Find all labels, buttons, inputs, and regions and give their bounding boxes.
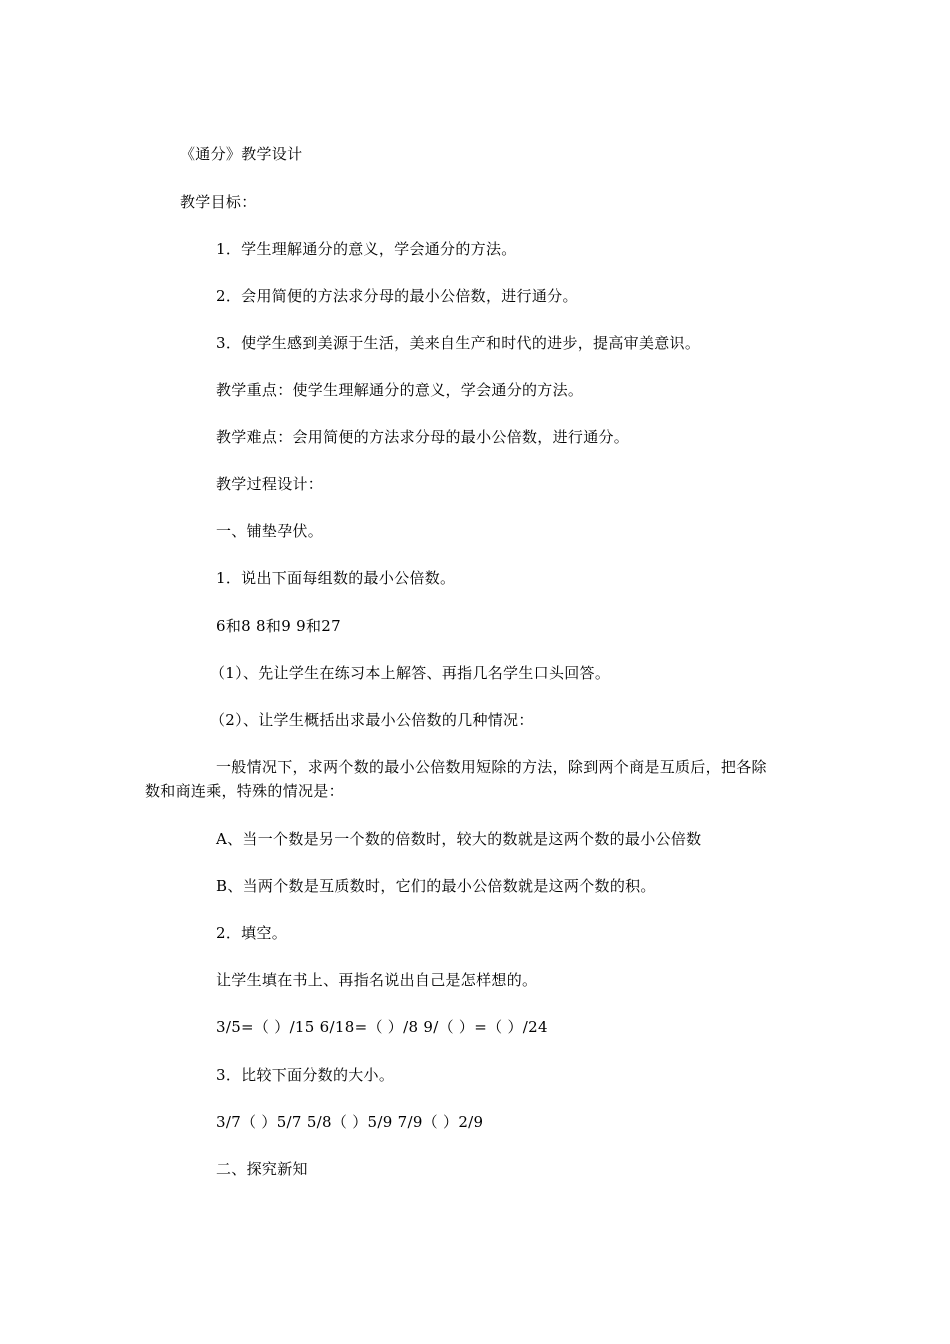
item-3-compare: 3/7（ ）5/7 5/8（ ）5/9 7/9（ ）2/9 bbox=[216, 1113, 484, 1131]
item-3: 3．比较下面分数的大小。 bbox=[216, 1066, 395, 1084]
case-a: A、当一个数是另一个数的倍数时，较大的数就是这两个数的最小公倍数 bbox=[216, 830, 702, 848]
case-b: B、当两个数是互质数时，它们的最小公倍数就是这两个数的积。 bbox=[216, 877, 656, 895]
general-case-line-2: 数和商连乘，特殊的情况是： bbox=[145, 782, 344, 800]
section-2-heading: 二、探究新知 bbox=[216, 1160, 308, 1178]
process-heading: 教学过程设计： bbox=[216, 475, 324, 493]
objectives-heading: 教学目标： bbox=[180, 193, 257, 211]
item-1-step-2: （2）、让学生概括出求最小公倍数的几种情况： bbox=[210, 711, 534, 729]
item-2-instruction: 让学生填在书上、再指名说出自己是怎样想的。 bbox=[216, 971, 538, 989]
general-case-line-1: 一般情况下，求两个数的最小公倍数用短除的方法，除到两个商是互质后，把各除 bbox=[216, 758, 767, 776]
item-1-numbers: 6和8 8和9 9和27 bbox=[216, 617, 341, 635]
difficult-point: 教学难点：会用简便的方法求分母的最小公倍数，进行通分。 bbox=[216, 428, 630, 446]
key-point: 教学重点：使学生理解通分的意义，学会通分的方法。 bbox=[216, 381, 584, 399]
objective-item-1: 1．学生理解通分的意义，学会通分的方法。 bbox=[216, 240, 517, 258]
objective-item-3: 3．使学生感到美源于生活，美来自生产和时代的进步，提高审美意识。 bbox=[216, 334, 701, 352]
item-2-fill-blanks: 3/5=（ ）/15 6/18=（ ）/8 9/（ ）=（ ）/24 bbox=[216, 1018, 548, 1036]
item-1-step-1: （1）、先让学生在练习本上解答、再指几名学生口头回答。 bbox=[210, 664, 611, 682]
item-2: 2．填空。 bbox=[216, 924, 288, 942]
objective-item-2: 2．会用简便的方法求分母的最小公倍数，进行通分。 bbox=[216, 287, 578, 305]
document-title: 《通分》教学设计 bbox=[180, 145, 303, 163]
item-1: 1．说出下面每组数的最小公倍数。 bbox=[216, 569, 456, 587]
section-1-heading: 一、铺垫孕伏。 bbox=[216, 522, 324, 540]
